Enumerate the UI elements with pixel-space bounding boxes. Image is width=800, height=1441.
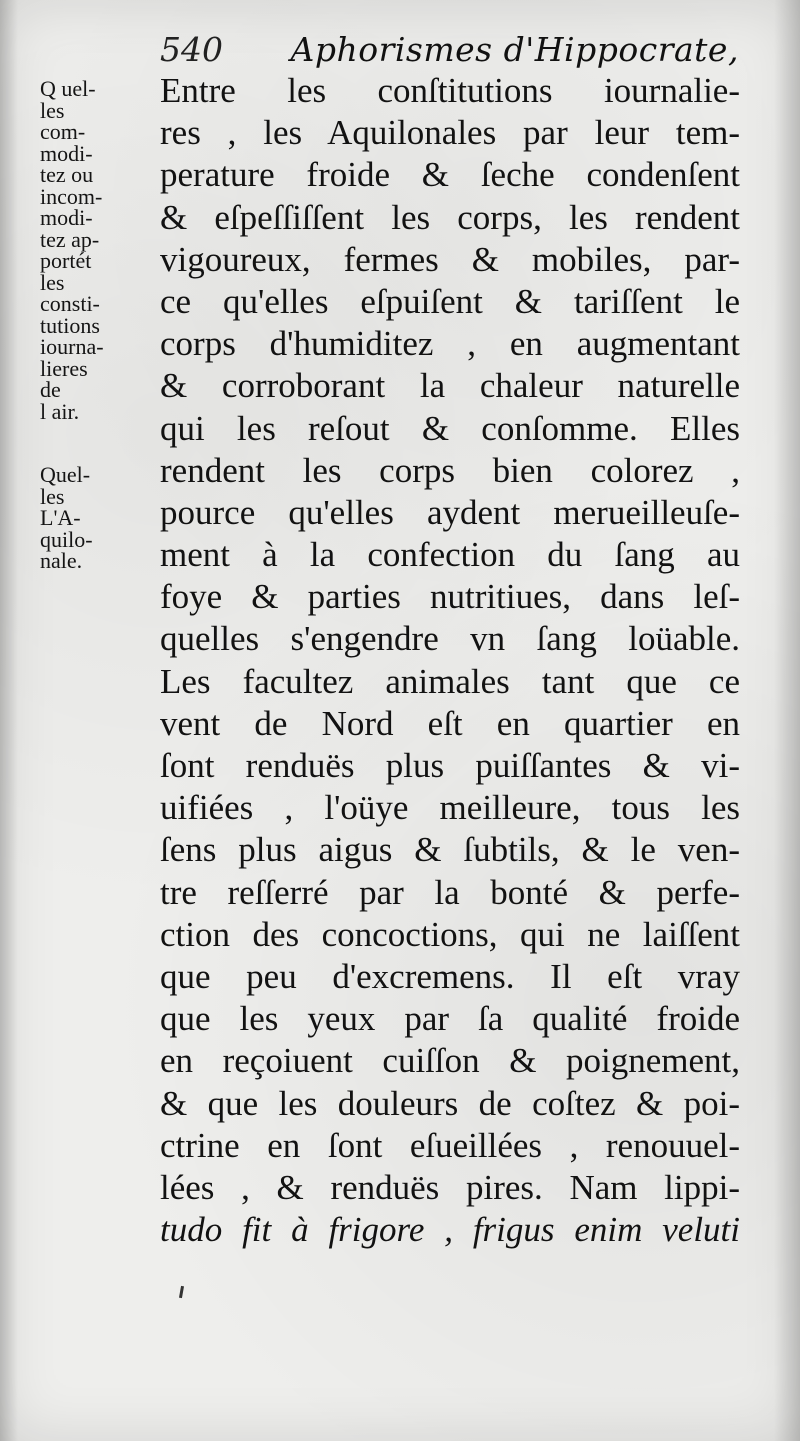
margin-note-line: modi- xyxy=(40,205,93,230)
text-line: vent de Nord eſt en quartier en xyxy=(160,703,740,743)
text-line: qui les reſout & conſomme. Elles xyxy=(160,408,740,448)
text-line: ction des concoctions, qui ne laiſſent xyxy=(160,914,740,954)
text-line: tudo fit à frigore , frigus enim veluti xyxy=(160,1210,740,1250)
margin-note-line: incom- xyxy=(40,183,103,209)
text-line: que les yeux par ſa qualité froide xyxy=(160,999,740,1039)
margin-note-line: lieres xyxy=(40,355,88,381)
margin-note-line: quilo- xyxy=(40,526,93,552)
margin-note-line: les xyxy=(40,483,65,509)
text-line: ctrine en ſont eſueillées , renouuel- xyxy=(160,1125,740,1165)
margin-note-line: nale. xyxy=(40,548,83,573)
margin-note-line: com- xyxy=(40,119,86,144)
text-line: ce qu'elles eſpuiſent & tariſſent le xyxy=(160,281,740,321)
margin-note-line: tez ou xyxy=(40,162,94,187)
text-line: corps d'humiditez , en augmentant xyxy=(160,324,740,364)
page-number: 540 xyxy=(160,30,223,69)
margin-notes xyxy=(40,78,160,572)
text-line: rendent les corps bien colorez , xyxy=(160,450,740,490)
text-line: & que les douleurs de coſtez & poi- xyxy=(160,1083,740,1123)
text-line: lées , & renduës pires. Nam lippi- xyxy=(160,1167,740,1207)
text-line: res , les Aquilonales par leur tem- xyxy=(160,113,740,153)
margin-note-line: les xyxy=(40,97,65,123)
body-text xyxy=(160,70,740,1251)
running-title: Aphorismes d'Hippocrate, xyxy=(290,30,739,69)
text-line: ment à la confection du ſang au xyxy=(160,535,740,575)
text-line: tre reſſerré par la bonté & perfe- xyxy=(160,872,740,912)
text-line: & corroborant la chaleur naturelle xyxy=(160,366,740,406)
margin-note-line: l air. xyxy=(40,398,80,424)
ink-mark xyxy=(179,1286,184,1298)
margin-note xyxy=(40,464,160,572)
margin-note xyxy=(40,78,160,422)
text-line: pource qu'elles aydent merueilleuſe- xyxy=(160,492,740,532)
text-line: ſont renduës plus puiſſantes & vi- xyxy=(160,746,740,785)
margin-note-line: les xyxy=(40,269,65,295)
page-edge-shadow-right xyxy=(774,0,800,1441)
margin-note-line: L'A- xyxy=(40,505,81,530)
text-line: vigoureux, fermes & mobiles, par- xyxy=(160,239,740,279)
margin-note-line: de xyxy=(40,377,61,402)
margin-note-line: portét xyxy=(40,248,92,273)
text-line: ſens plus aigus & ſubtils, & le ven- xyxy=(160,830,740,870)
margin-note-line: tutions xyxy=(40,312,100,338)
margin-note-line: tez ap- xyxy=(40,226,100,252)
text-line: en reçoiuent cuiſſon & poignement, xyxy=(160,1041,740,1081)
text-line: que peu d'excremens. Il eſt vray xyxy=(160,956,740,996)
text-line: uifiées , l'oüye meilleure, tous les xyxy=(160,788,740,828)
page-edge-shadow-left xyxy=(0,0,18,1441)
text-line: perature froide & ſeche condenſent xyxy=(160,155,740,195)
text-line: Les facultez animales tant que ce xyxy=(160,661,740,701)
margin-note-line: consti- xyxy=(40,291,100,316)
margin-note-line: Q uel- xyxy=(40,76,96,101)
margin-note-line: Quel- xyxy=(40,462,91,487)
margin-note-line: modi- xyxy=(40,140,93,166)
text-line: Entre les conſtitutions iournalie- xyxy=(160,71,740,110)
text-line: foye & parties nutritiues, dans leſ- xyxy=(160,577,740,617)
margin-note-line: iourna- xyxy=(40,334,104,359)
text-line: quelles s'engendre vn ſang loüable. xyxy=(160,619,740,659)
text-line: & eſpeſſiſſent les corps, les rendent xyxy=(160,197,740,237)
